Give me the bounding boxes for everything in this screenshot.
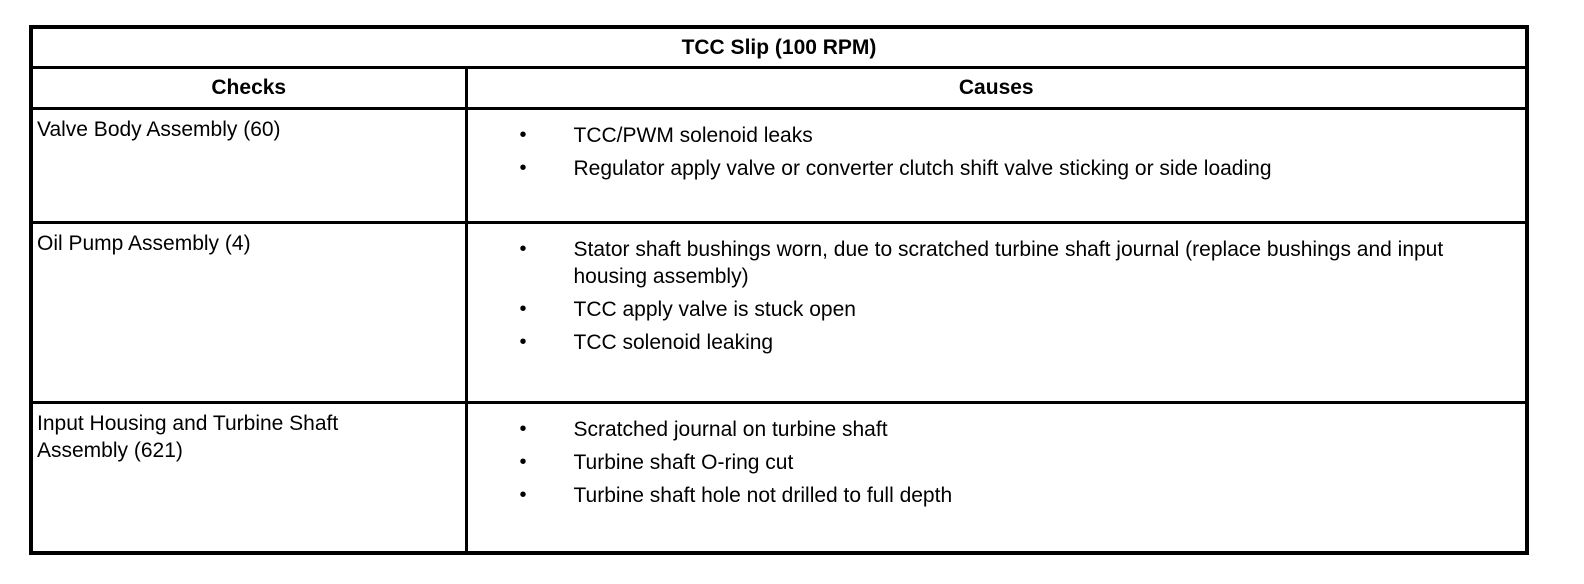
table-title: TCC Slip (100 RPM) <box>31 27 1527 68</box>
cause-text: Turbine shaft O-ring cut <box>573 450 794 474</box>
table-row <box>31 108 1527 223</box>
cause-text: Stator shaft bushings worn, due to scratched turbine shaft journal (replace bushings and input housing assembly) <box>573 238 1444 289</box>
cause-item <box>520 155 1506 182</box>
causes-header: Causes <box>466 68 1527 108</box>
cause-list <box>520 236 1506 356</box>
cause-text: TCC solenoid leaking <box>573 331 774 355</box>
checks-header: Checks <box>31 68 466 108</box>
cause-item <box>520 482 1506 509</box>
cause-item <box>520 122 1506 149</box>
cause-text: Regulator apply valve or converter clutch shift valve sticking or side loading <box>573 156 1272 180</box>
cause-item <box>520 296 1506 323</box>
check-cell <box>31 402 466 553</box>
diagnostic-table <box>29 25 1529 555</box>
cause-text: Turbine shaft hole not drilled to full depth <box>573 483 953 507</box>
cause-item <box>520 236 1506 290</box>
cause-item <box>520 449 1506 476</box>
title-row <box>31 27 1527 68</box>
header-row <box>31 68 1527 108</box>
bullet-icon: • <box>519 123 527 146</box>
cause-text: TCC apply valve is stuck open <box>573 298 856 322</box>
cause-text: TCC/PWM solenoid leaks <box>573 123 813 147</box>
bullet-icon: • <box>519 483 527 506</box>
cause-list <box>520 122 1506 182</box>
bullet-icon: • <box>519 417 527 440</box>
bullet-icon: • <box>519 331 527 354</box>
check-cell <box>31 223 466 403</box>
causes-cell <box>466 223 1527 403</box>
cause-item <box>520 416 1506 443</box>
cause-list <box>520 416 1506 509</box>
cause-item <box>520 329 1506 356</box>
check-label: Valve Body Assembly (60) <box>37 117 281 141</box>
bullet-icon: • <box>519 450 527 473</box>
check-label: Oil Pump Assembly (4) <box>37 232 251 256</box>
bullet-icon: • <box>519 156 527 179</box>
check-label: Input Housing and Turbine Shaft Assembly (621) <box>37 411 339 462</box>
bullet-icon: • <box>519 298 527 321</box>
bullet-icon: • <box>519 238 527 261</box>
check-cell <box>31 108 466 223</box>
table-row <box>31 402 1527 553</box>
causes-cell <box>466 108 1527 223</box>
causes-cell <box>466 402 1527 553</box>
cause-text: Scratched journal on turbine shaft <box>573 417 888 441</box>
table-row <box>31 223 1527 403</box>
